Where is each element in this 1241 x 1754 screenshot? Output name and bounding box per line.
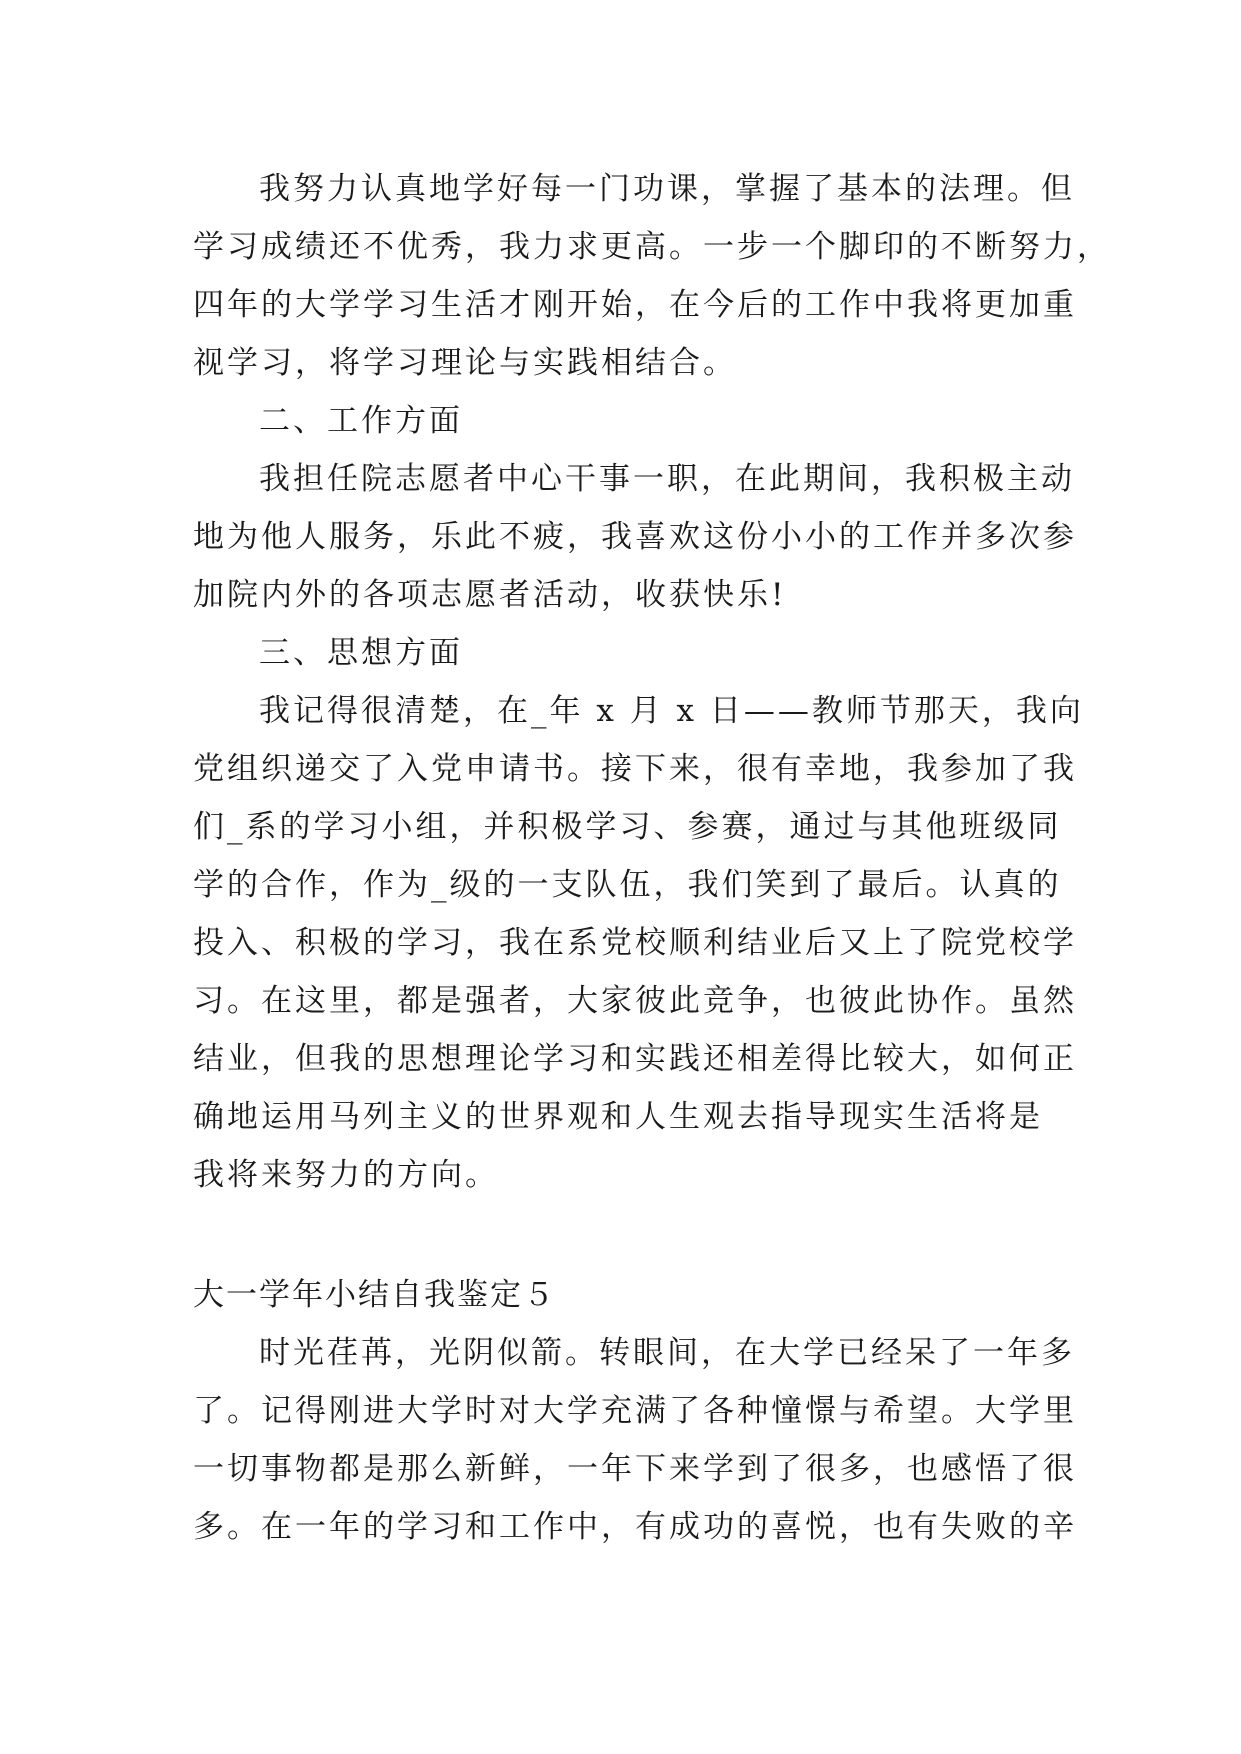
text-line: 我记得很清楚，在_年 x 月 x 日——教师节那天，我向 xyxy=(259,693,1084,729)
paragraph-study xyxy=(193,160,1111,392)
paragraph-work xyxy=(193,450,1077,624)
text-line: 时光荏苒，光阴似箭。转眼间，在大学已经呆了一年多 xyxy=(259,1335,1075,1371)
text-line: 确地运用马列主义的世界观和人生观去指导现实生活将是 xyxy=(193,1099,1043,1135)
paragraph-thought xyxy=(193,682,1084,1204)
text-line: 习。在这里，都是强者，大家彼此竞争，也彼此协作。虽然 xyxy=(193,983,1077,1019)
text-line: 我担任院志愿者中心干事一职，在此期间，我积极主动 xyxy=(259,461,1075,497)
text-line: 投入、积极的学习，我在系党校顺利结业后又上了院党校学 xyxy=(193,925,1077,961)
text-line: 了。记得刚进大学时对大学充满了各种憧憬与希望。大学里 xyxy=(193,1393,1077,1429)
text-line: 党组织递交了入党申请书。接下来，很有幸地，我参加了我 xyxy=(193,751,1077,787)
paragraph-reflection xyxy=(193,1324,1077,1556)
text-line: 视学习，将学习理论与实践相结合。 xyxy=(193,345,737,381)
heading-work: 二、工作方面 xyxy=(259,403,463,439)
text-line: 地为他人服务，乐此不疲，我喜欢这份小小的工作并多次参 xyxy=(193,519,1077,555)
section-title: 大一学年小结自我鉴定５ xyxy=(193,1277,556,1313)
text-line: 我努力认真地学好每一门功课，掌握了基本的法理。但 xyxy=(259,171,1075,207)
text-line: 们_系的学习小组，并积极学习、参赛，通过与其他班级同 xyxy=(193,809,1062,845)
text-line: 结业，但我的思想理论学习和实践还相差得比较大，如何正 xyxy=(193,1041,1077,1077)
text-line: 我将来努力的方向。 xyxy=(193,1157,499,1193)
document-page xyxy=(193,160,1111,1556)
heading-thought: 三、思想方面 xyxy=(259,635,463,671)
text-line: 一切事物都是那么新鲜，一年下来学到了很多，也感悟了很 xyxy=(193,1451,1077,1487)
text-line: 四年的大学学习生活才刚开始，在今后的工作中我将更加重 xyxy=(193,287,1077,323)
text-line: 学习成绩还不优秀，我力求更高。一步一个脚印的不断努力， xyxy=(193,229,1111,265)
text-line: 多。在一年的学习和工作中，有成功的喜悦，也有失败的辛 xyxy=(193,1509,1077,1545)
text-line: 学的合作，作为_级的一支队伍，我们笑到了最后。认真的 xyxy=(193,867,1062,903)
section-gap xyxy=(193,1204,1055,1266)
text-line: 加院内外的各项志愿者活动，收获快乐! xyxy=(193,577,787,613)
